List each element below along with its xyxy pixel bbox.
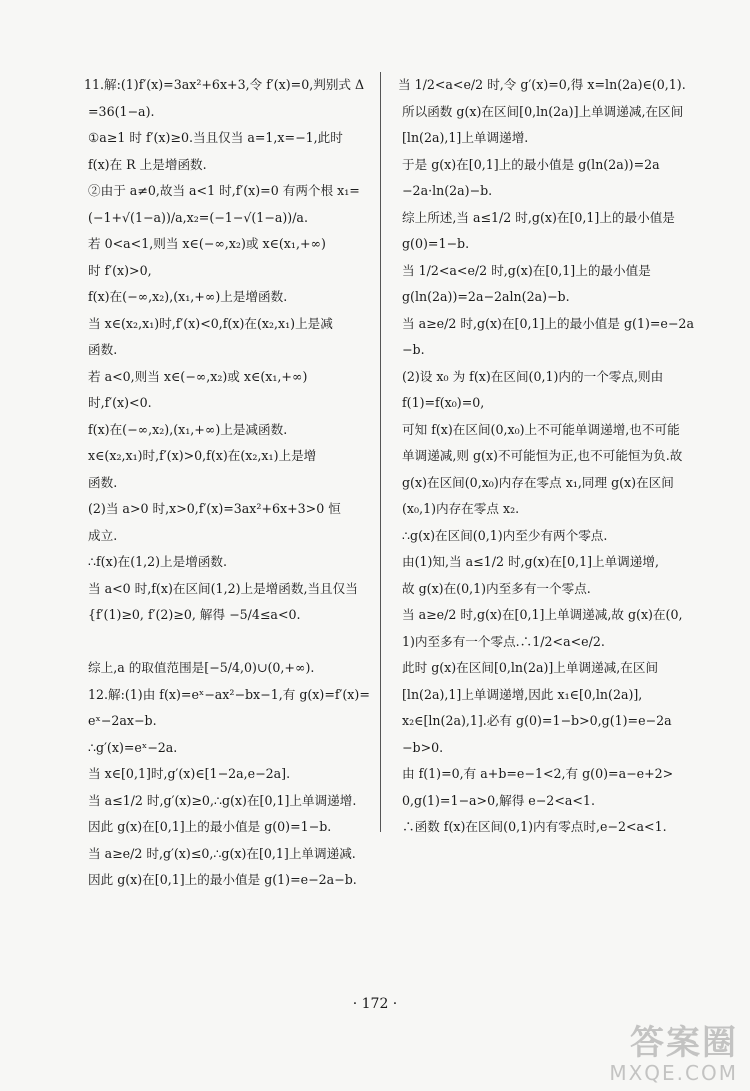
text-line: =36(1−a). (88, 103, 155, 119)
watermark-text-cn: 答案圈 (630, 1023, 738, 1063)
text-line: f(x)在(−∞,x₂),(x₁,+∞)上是增函数. (88, 289, 288, 304)
text-line: 当 a<0 时,f(x)在区间(1,2)上是增函数,当且仅当 (88, 580, 358, 596)
text-line: (2)当 a>0 时,x>0,f′(x)=3ax²+6x+3>0 恒 (88, 501, 341, 516)
text-line: 若 a<0,则当 x∈(−∞,x₂)或 x∈(x₁,+∞) (88, 368, 308, 384)
text-line: 1)内至多有一个零点.∴1/2<a<e/2. (402, 633, 605, 649)
text-line: 时,f′(x)<0. (88, 395, 152, 410)
text-line: 0,g(1)=1−a>0,解得 e−2<a<1. (402, 792, 595, 808)
text-line: 当 1/2<a<e/2 时,令 g′(x)=0,得 x=ln(2a)∈(0,1). (398, 77, 686, 92)
text-line: 当 a≥e/2 时,g′(x)≤0,∴g(x)在[0,1]上单调递减. (88, 845, 356, 861)
watermark-text-en: MXQE.COM (609, 1061, 738, 1085)
text-line: g(0)=1−b. (402, 236, 470, 251)
text-line: x₂∈[ln(2a),1].必有 g(0)=1−b>0,g(1)=e−2a (402, 713, 672, 728)
text-line (84, 629, 370, 656)
text-line: 当 a≥e/2 时,g(x)在[0,1]上的最小值是 g(1)=e−2a (402, 315, 694, 331)
text-line: 由 f(1)=0,有 a+b=e−1<2,有 g(0)=a−e+2> (402, 766, 674, 781)
text-line: g(x)在区间(0,x₀)内存在零点 x₁,同理 g(x)在区间 (402, 474, 674, 490)
text-line: 函数. (88, 342, 118, 357)
text-line: 综上所述,当 a≤1/2 时,g(x)在[0,1]上的最小值是 (402, 209, 675, 225)
text-line: {f′(1)≥0, f′(2)≥0, 解得 −5/4≤a<0. (88, 607, 301, 622)
text-line: 当 x∈(x₂,x₁)时,f′(x)<0,f(x)在(x₂,x₁)上是减 (88, 315, 333, 331)
text-line: 函数. (88, 474, 118, 490)
text-line: f(x)在 R 上是增函数. (88, 156, 207, 172)
text-line: [ln(2a),1]上单调递增. (402, 130, 529, 145)
right-column (398, 72, 698, 841)
left-column (84, 72, 370, 894)
text-line: 综上,a 的取值范围是[−5/4,0)∪(0,+∞). (88, 660, 315, 675)
text-line: x∈(x₂,x₁)时,f′(x)>0,f(x)在(x₂,x₁)上是增 (88, 448, 317, 463)
text-line: 因此 g(x)在[0,1]上的最小值是 g(0)=1−b. (88, 819, 332, 834)
text-line: (−1+√(1−a))/a,x₂=(−1−√(1−a))/a. (88, 209, 308, 225)
text-line: ∴g(x)在区间(0,1)内至少有两个零点. (402, 527, 608, 543)
text-line: 成立. (88, 527, 118, 543)
text-line: ②由于 a≠0,故当 a<1 时,f′(x)=0 有两个根 x₁= (88, 183, 360, 198)
text-line: 所以函数 g(x)在区间[0,ln(2a)]上单调递减,在区间 (402, 103, 684, 119)
page-number: · 172 · (352, 996, 398, 1012)
text-line: f(x)在(−∞,x₂),(x₁,+∞)上是减函数. (88, 421, 288, 437)
text-line: 单调递减,则 g(x)不可能恒为正,也不可能恒为负.故 (402, 448, 683, 463)
text-line: 若 0<a<1,则当 x∈(−∞,x₂)或 x∈(x₁,+∞) (88, 236, 326, 251)
text-line: f(1)=f(x₀)=0, (402, 395, 485, 410)
text-line: 当 a≤1/2 时,g′(x)≥0,∴g(x)在[0,1]上单调递增. (88, 792, 357, 808)
text-line: g(ln(2a))=2a−2aln(2a)−b. (402, 289, 570, 304)
text-line: 12.解:(1)由 f(x)=eˣ−ax²−bx−1,有 g(x)=f′(x)= (88, 686, 370, 702)
text-line: (2)设 x₀ 为 f(x)在区间(0,1)内的一个零点,则由 (402, 368, 664, 384)
text-line: 故 g(x)在(0,1)内至多有一个零点. (402, 580, 591, 596)
text-line: (x₀,1)内存在零点 x₂. (402, 501, 520, 516)
column-divider (380, 72, 381, 832)
text-line: 于是 g(x)在[0,1]上的最小值是 g(ln(2a))=2a (402, 156, 660, 172)
text-line: 由(1)知,当 a≤1/2 时,g(x)在[0,1]上单调递增, (402, 554, 659, 569)
watermark-logo (609, 1025, 738, 1085)
text-line: −b. (402, 342, 425, 357)
text-line: 当 x∈[0,1]时,g′(x)∈[1−2a,e−2a]. (88, 766, 291, 781)
text-line: 可知 f(x)在区间(0,x₀)上不可能单调递增,也不可能 (402, 421, 680, 437)
text-line: −b>0. (402, 739, 444, 755)
text-line: 11.解:(1)f′(x)=3ax²+6x+3,令 f′(x)=0,判别式 Δ (84, 77, 365, 92)
text-line: ①a≥1 时 f′(x)≥0.当且仅当 a=1,x=−1,此时 (88, 130, 343, 145)
text-line: ∴g′(x)=eˣ−2a. (88, 739, 178, 755)
text-line: ∴f(x)在(1,2)上是增函数. (88, 554, 228, 569)
text-line: 因此 g(x)在[0,1]上的最小值是 g(1)=e−2a−b. (88, 872, 357, 887)
text-line: 当 1/2<a<e/2 时,g(x)在[0,1]上的最小值是 (402, 262, 651, 278)
text-line: [ln(2a),1]上单调递增,因此 x₁∈[0,ln(2a)], (402, 686, 643, 702)
text-line: −2a·ln(2a)−b. (402, 183, 493, 198)
text-line: ∴函数 f(x)在区间(0,1)内有零点时,e−2<a<1. (402, 819, 667, 834)
text-line: 当 a≥e/2 时,g(x)在[0,1]上单调递减,故 g(x)在(0, (402, 607, 683, 622)
text-line: 时 f′(x)>0, (88, 262, 152, 278)
text-line: 此时 g(x)在区间[0,ln(2a)]上单调递减,在区间 (402, 660, 659, 675)
text-line: eˣ−2ax−b. (88, 713, 157, 728)
